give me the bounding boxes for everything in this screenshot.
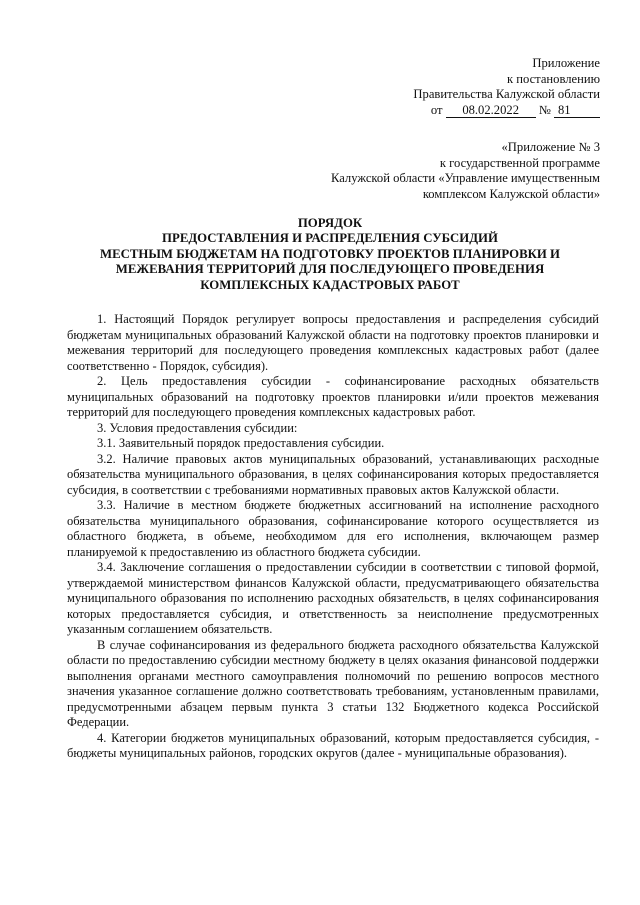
title-line-4: МЕЖЕВАНИЯ ТЕРРИТОРИЙ ДЛЯ ПОСЛЕДУЮЩЕГО ПРОВЕДЕНИЯ (115, 262, 545, 277)
resolution-number: 81 (554, 104, 600, 118)
paragraph-2: 2. Цель предоставления субсидии - софинансирование расходных обязательств муниципальных образований на подготовку проектов планировки и/или проектов межевания территорий для последующего проведения комплексных кадастровых работ. (67, 374, 599, 419)
paragraph-3-1: 3.1. Заявительный порядок предоставления субсидии. (97, 436, 385, 450)
program-appendix-line-1: «Приложение № 3 (501, 140, 600, 154)
appendix-date-line (300, 103, 600, 119)
paragraph-3-2: 3.2. Наличие правовых актов муниципальных образований, устанавливающих расходные обязательства муниципального образования, в целях софинансирования которых предоставляется субсидия, в соответствии с требованиями нормативных правовых актов Калужской области. (67, 451, 599, 497)
title-line-5: КОМПЛЕКСНЫХ КАДАСТРОВЫХ РАБОТ (200, 277, 460, 292)
program-appendix-line-2: к государственной программе (439, 155, 600, 170)
resolution-date: 08.02.2022 (446, 104, 536, 118)
appendix-line-2: к постановлению (506, 71, 600, 86)
document-body (67, 312, 599, 762)
program-appendix-header (260, 140, 600, 202)
appendix-header (300, 56, 600, 118)
from-label: от (430, 102, 443, 117)
paragraph-3: 3. Условия предоставления субсидии: (97, 420, 298, 435)
program-appendix-line-4: комплексом Калужской области» (422, 186, 600, 201)
paragraph-3-4: 3.4. Заключение соглашения о предоставлении субсидии в соответствии с типовой формой, утверждаемой министерством финансов Калужской области, предусматривающего обязательства муниципального образования по исполнению расходных обязательств, в целях софинансирования которых предоставляется субсидия, и ответственность за неисполнение предусмотренных указанным соглашением обязательств. (67, 560, 599, 636)
paragraph-4: 4. Категории бюджетов муниципальных образований, которым предоставляется субсидия, - бюджеты муниципальных районов, городских округов (далее - муниципальные образования). (67, 730, 599, 760)
title-line-2: ПРЕДОСТАВЛЕНИЯ И РАСПРЕДЕЛЕНИЯ СУБСИДИЙ (162, 231, 498, 246)
paragraph-federal-cofinancing: В случае софинансирования из федерального бюджета расходного обязательства Калужской области по предоставлению субсидии местному бюджету в целях оказания финансовой поддержки выполнения органами местного самоуправления полномочий по решению вопросов местного значения указанное соглашение должно соответствовать требованиям, установленным правилами, предусмотренными абзацем первым пункта 3 статьи 132 Бюджетного кодекса Российской Федерации. (67, 637, 599, 729)
appendix-line-3: Правительства Калужской области (413, 87, 600, 102)
document-title (60, 216, 600, 293)
program-appendix-line-3: Калужской области «Управление имущественным (331, 171, 600, 186)
number-label: № (538, 102, 551, 117)
title-line-3: МЕСТНЫМ БЮДЖЕТАМ НА ПОДГОТОВКУ ПРОЕКТОВ ПЛАНИРОВКИ И (100, 246, 560, 261)
paragraph-3-3: 3.3. Наличие в местном бюджете бюджетных ассигнований на исполнение расходного обязательства муниципального образования, софинансирование которого осуществляется из областного бюджета, в объеме, необходимом для его исполнения, включающем размер планируемой к предоставлению из областного бюджета субсидии. (67, 498, 599, 559)
title-line-1: ПОРЯДОК (297, 216, 363, 230)
appendix-line-1: Приложение (532, 56, 600, 70)
paragraph-1: 1. Настоящий Порядок регулирует вопросы предоставления и распределения субсидий бюджетам муниципальных образований Калужской области на подготовку проектов планировки и межевания территорий для последующего проведения комплексных кадастровых работ (далее соответственно - Порядок, субсидия). (67, 312, 599, 373)
